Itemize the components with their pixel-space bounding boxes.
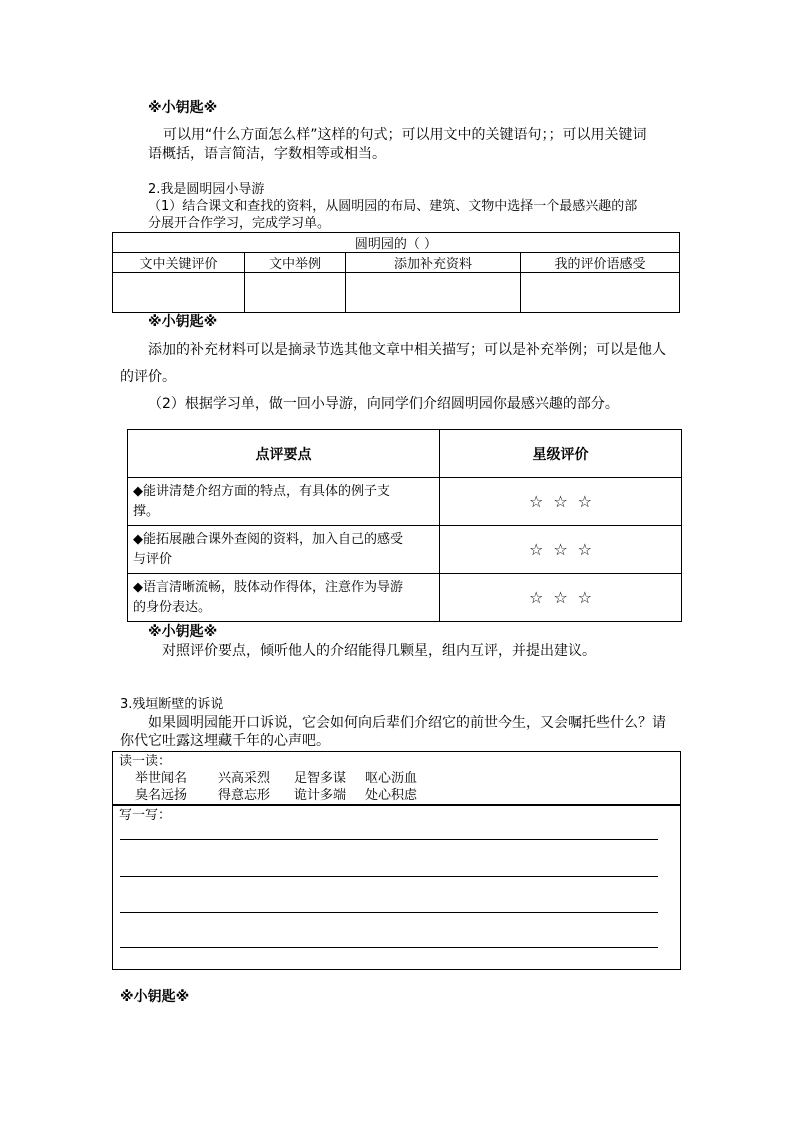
criterion-text: ◆语言清晰流畅，肢体动作得体，注意作为导游 xyxy=(133,579,403,595)
criterion-text: 撑。 xyxy=(133,503,160,519)
section-text: 你代它吐露这埋藏千年的心声吧。 xyxy=(120,733,330,749)
word-item: 得意忘形 xyxy=(218,788,271,803)
criterion-text: ◆能拓展融合课外查阅的资料，加入自己的感受 xyxy=(133,531,403,547)
star-icon[interactable]: ☆ xyxy=(577,588,593,607)
evaluation-table xyxy=(127,429,682,622)
star-icon[interactable]: ☆ xyxy=(553,588,568,607)
key-text: 对照评价要点，倾听他人的介绍能得几颗星，组内互评，并提出建议。 xyxy=(162,643,596,659)
table-title: 圆明园的（ ） xyxy=(113,233,680,253)
star-icon[interactable]: ☆ xyxy=(577,492,593,511)
key-title: ※小钥匙※ xyxy=(148,100,218,116)
star-rating[interactable] xyxy=(440,478,682,526)
table-header: 文中关键评价 xyxy=(113,253,245,273)
instruction-text: （2）根据学习单，做一回小导游，向同学们介绍圆明园你最感兴趣的部分。 xyxy=(148,396,619,412)
table-header: 我的评价语感受 xyxy=(521,253,680,273)
writing-line[interactable] xyxy=(120,876,658,877)
word-item: 举世闻名 xyxy=(135,771,188,786)
star-icon[interactable]: ☆ xyxy=(553,492,568,511)
table-row xyxy=(128,526,682,574)
word-item: 呕心沥血 xyxy=(365,771,418,786)
key-title: ※小钥匙※ xyxy=(148,314,218,330)
writing-line[interactable] xyxy=(120,912,658,913)
table-cell[interactable] xyxy=(521,273,680,313)
table-cell[interactable] xyxy=(113,273,245,313)
table-cell[interactable] xyxy=(346,273,521,313)
key-title: ※小钥匙※ xyxy=(148,624,218,640)
writing-line[interactable] xyxy=(120,839,658,840)
table-header: 文中举例 xyxy=(245,253,346,273)
word-item: 臭名远扬 xyxy=(135,788,188,803)
criterion-text: 的身份表达。 xyxy=(133,599,212,615)
read-label: 读一读： xyxy=(119,754,172,769)
word-item: 处心积虑 xyxy=(365,788,418,803)
star-icon[interactable]: ☆ xyxy=(553,540,568,559)
star-rating[interactable] xyxy=(440,574,682,622)
criterion-cell xyxy=(128,478,440,526)
table-header: 星级评价 xyxy=(440,430,682,478)
instruction-text: （1）结合课文和查找的资料，从圆明园的布局、建筑、文物中选择一个最感兴趣的部 xyxy=(148,199,638,214)
star-icon[interactable]: ☆ xyxy=(528,588,544,607)
instruction-text: 分展开合作学习，完成学习单。 xyxy=(148,216,331,231)
star-rating[interactable] xyxy=(440,526,682,574)
write-label: 写一写： xyxy=(119,808,172,823)
criterion-cell xyxy=(128,526,440,574)
key-text: 添加的补充材料可以是摘录节选其他文章中相关描写；可以是补充举例；可以是他人 xyxy=(148,342,666,358)
word-item: 诡计多端 xyxy=(294,788,347,803)
word-item: 兴高采烈 xyxy=(218,771,271,786)
read-box xyxy=(112,751,681,806)
table-header: 添加补充资料 xyxy=(346,253,521,273)
star-icon[interactable]: ☆ xyxy=(528,492,544,511)
section-heading: 3.残垣断壁的诉说 xyxy=(120,697,224,712)
criterion-text: 与评价 xyxy=(133,551,173,567)
writing-line[interactable] xyxy=(120,947,658,948)
key-text: 语概括，语言简洁，字数相等或相当。 xyxy=(148,146,386,162)
key-text: 可以用“什么方面怎么样”这样的句式；可以用文中的关键语句；；可以用关键词 xyxy=(163,127,647,143)
star-icon[interactable]: ☆ xyxy=(528,540,544,559)
section-heading: 2.我是圆明园小导游 xyxy=(148,182,265,197)
table-header: 点评要点 xyxy=(128,430,440,478)
key-title: ※小钥匙※ xyxy=(120,989,190,1005)
table-row xyxy=(128,574,682,622)
table-row xyxy=(128,478,682,526)
criterion-cell xyxy=(128,574,440,622)
write-box[interactable] xyxy=(112,804,681,970)
study-sheet-table xyxy=(112,232,680,313)
star-icon[interactable]: ☆ xyxy=(577,540,593,559)
table-cell[interactable] xyxy=(245,273,346,313)
section-text: 如果圆明园能开口诉说，它会如何向后辈们介绍它的前世今生，又会嘱托些什么？请 xyxy=(148,715,666,731)
criterion-text: ◆能讲清楚介绍方面的特点，有具体的例子支 xyxy=(133,483,390,499)
key-text: 的评价。 xyxy=(120,369,176,385)
word-item: 足智多谋 xyxy=(294,771,347,786)
